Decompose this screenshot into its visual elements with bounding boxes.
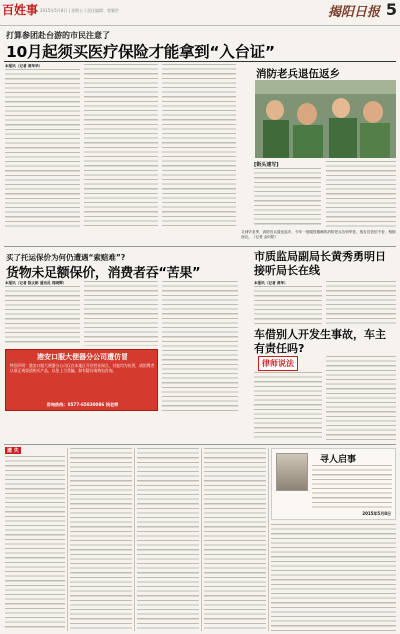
notice-box <box>5 349 158 411</box>
story4-headline: 车借别人开发生事故，车主有责任吗? <box>254 328 386 355</box>
column-rule <box>134 448 135 631</box>
issue-info: 2015年5月8日 | 星期五 | 责任编辑：曾繁洪 <box>40 8 120 13</box>
story3-column-1 <box>254 286 322 326</box>
story2-headline: 货物未足额保价，消费者吞“苦果” <box>6 266 201 281</box>
ads-column-5 <box>271 524 396 631</box>
sidebar-column-2 <box>326 161 396 228</box>
notice-date: 2015年5月8日 <box>362 511 391 516</box>
ads-column-2 <box>70 448 132 631</box>
story1-headline: 10月起须买医疗保险才能拿到“入台证” <box>6 43 275 61</box>
story3-byline: 本报讯（记者 黄华） <box>254 281 288 285</box>
notice-text <box>312 465 392 509</box>
sidebar-column-1 <box>254 168 321 228</box>
notice-heading: 寻人启事 <box>320 455 357 465</box>
column-rule <box>201 448 202 631</box>
photo-caption-text: 又到毕业季，消防官兵退伍返乡，今年一批服役期满的消防老兵告别军营，战友们依依不舍，相拥而泣。 <box>241 230 396 239</box>
divider <box>4 246 396 247</box>
column-rule <box>268 448 269 631</box>
masthead <box>0 0 400 26</box>
notice-hotline: 咨询热线：0577-65830086 钱老师 <box>46 402 119 407</box>
story1-column-1 <box>5 69 80 227</box>
divider <box>4 444 396 445</box>
page-number: 5 <box>385 0 397 19</box>
ads-column-3 <box>137 448 199 631</box>
missing-person-notice <box>271 448 396 520</box>
story3-headline: 市质监局副局长黄秀勇明日接听局长在线 <box>254 250 386 277</box>
paper-name: 揭阳日报 <box>327 5 380 20</box>
photo-credit: （记者 金向阳） <box>251 234 279 239</box>
story1-column-2 <box>84 64 158 227</box>
soldiers-photo <box>255 80 396 158</box>
column-rule <box>67 448 68 631</box>
person-photo <box>276 453 308 491</box>
column-logo: 律师说法 <box>258 356 298 371</box>
story2-byline: 本报讯（记者 陈文彬 通讯员 郑晓辉） <box>5 281 67 285</box>
story1-column-3 <box>162 64 236 227</box>
story2-column-2 <box>84 281 158 346</box>
story4-column-1 <box>254 372 322 440</box>
story1-kicker: 打算参团赴台游的市民注意了 <box>6 31 110 40</box>
ads-column-1 <box>5 456 65 631</box>
photo-figures <box>255 80 396 158</box>
photo-headline: 消防老兵退伍返乡 <box>256 68 340 80</box>
sidebar-tag: [街头速写] <box>254 162 279 168</box>
section-title: 百姓事 <box>2 3 39 17</box>
notice-body: 特别声明：港安口服大便器分公司仅在本地区开设营业网点，其他均为仿冒，请消费者认准正规渠道购买产品，以免上当受骗，如有疑问请致电咨询。 <box>10 363 155 373</box>
story2-column-3 <box>162 281 238 411</box>
story4-column-2 <box>326 356 396 440</box>
photo-caption <box>241 230 396 244</box>
story3-column-2 <box>326 281 396 326</box>
ads-banner: 遗 失 <box>7 448 19 454</box>
story2-kicker: 买了托运保价为何仍遭遇“索赔难”? <box>6 253 126 262</box>
ads-column-4 <box>204 448 266 631</box>
story2-column-1 <box>5 286 80 346</box>
story1-byline: 本报讯（记者 黄华华） <box>5 64 43 68</box>
notice-title: 港安口服大便器分公司遭仿冒 <box>37 353 128 361</box>
divider <box>4 61 396 62</box>
